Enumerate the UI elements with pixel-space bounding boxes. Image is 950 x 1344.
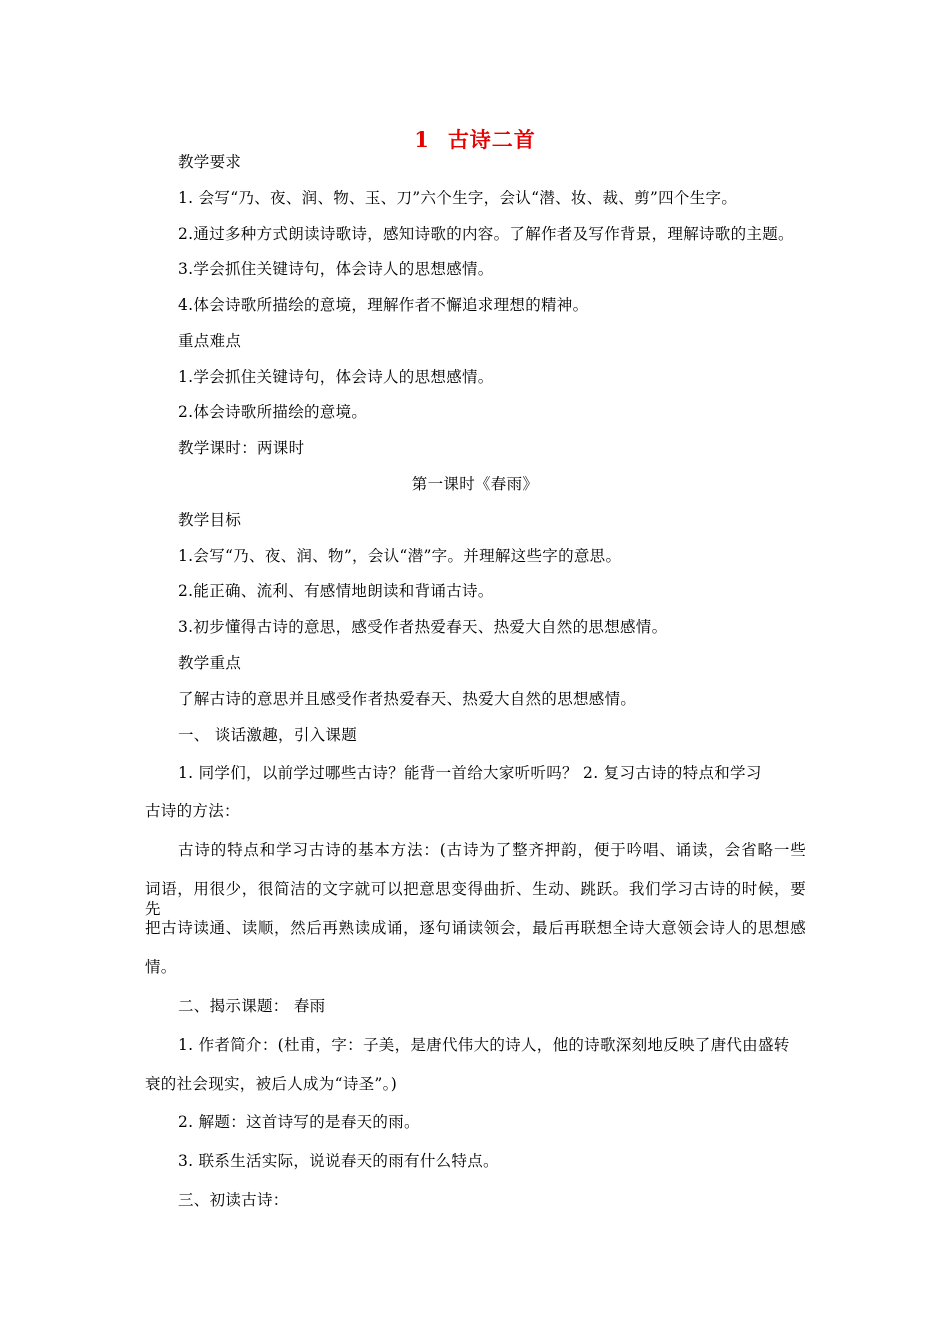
paragraph: 3.学会抓住关键诗句，体会诗人的思想感情。: [178, 260, 494, 278]
paragraph: 情。: [145, 958, 177, 976]
section-heading: 重点难点: [178, 332, 242, 350]
paragraph: 1. 同学们，以前学过哪些古诗？能背一首给大家听听吗？ 2. 复习古诗的特点和学习: [178, 764, 762, 782]
section-heading: 二、揭示课题： 春雨: [178, 997, 326, 1015]
title-text: 古诗二首: [447, 127, 536, 152]
paragraph: 3. 联系生活实际，说说春天的雨有什么特点。: [178, 1152, 499, 1170]
paragraph: 古诗的特点和学习古诗的基本方法：(古诗为了整齐押韵，便于吟唱、诵读，会省略一些: [178, 841, 806, 859]
page-title: [0, 124, 950, 154]
section-heading: 教学目标: [178, 511, 242, 529]
paragraph: 衰的社会现实，被后人成为“诗圣”。): [145, 1075, 398, 1093]
paragraph: 了解古诗的意思并且感受作者热爱春天、热爱大自然的思想感情。: [178, 690, 637, 708]
paragraph: 2.能正确、流利、有感情地朗读和背诵古诗。: [178, 582, 494, 600]
paragraph: 2.通过多种方式朗读诗歌诗，感知诗歌的内容。了解作者及写作背景，理解诗歌的主题。: [178, 225, 794, 243]
paragraph: 2. 解题：这首诗写的是春天的雨。: [178, 1113, 420, 1131]
paragraph: 4.体会诗歌所描绘的意境，理解作者不懈追求理想的精神。: [178, 296, 589, 314]
section-heading: 教学要求: [178, 153, 242, 171]
paragraph: 教学课时：两课时: [178, 439, 305, 457]
paragraph: 1.会写“乃、夜、润、物”，会认“潜”字。并理解这些字的意思。: [178, 547, 622, 565]
paragraph: 3.初步懂得古诗的意思，感受作者热爱春天、热爱大自然的思想感情。: [178, 618, 668, 636]
paragraph: 古诗的方法：: [145, 802, 240, 820]
section-heading: 教学重点: [178, 654, 242, 672]
section-heading: 三、初读古诗：: [178, 1191, 289, 1209]
paragraph: 1. 会写“乃、夜、润、物、玉、刀”六个生字，会认“潜、妆、裁、剪”四个生字。: [178, 189, 738, 207]
paragraph: 2.体会诗歌所描绘的意境。: [178, 403, 368, 421]
lesson-subtitle: 第一课时《春雨》: [411, 475, 539, 493]
section-heading: 一、 谈话激趣，引入课题: [178, 726, 358, 744]
paragraph: 1. 作者简介：(杜甫，字：子美，是唐代伟大的诗人，他的诗歌深刻地反映了唐代由盛转: [178, 1036, 790, 1054]
paragraph: 词语，用很少，很简洁的文字就可以把意思变得曲折、生动、跳跃。我们学习古诗的时候，要先: [145, 880, 806, 918]
paragraph: 把古诗读通、读顺，然后再熟读成诵，逐句诵读领会，最后再联想全诗大意领会诗人的思想感: [145, 919, 806, 937]
title-number: 1: [414, 127, 430, 152]
paragraph: 1.学会抓住关键诗句，体会诗人的思想感情。: [178, 368, 494, 386]
